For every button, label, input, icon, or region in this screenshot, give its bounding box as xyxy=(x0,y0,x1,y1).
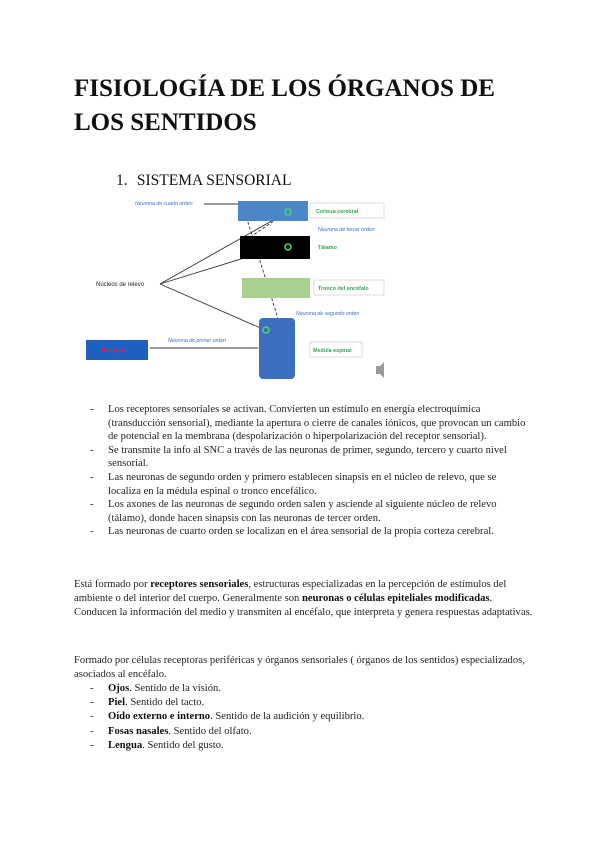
list-item: - Las neuronas de cuarto orden se localizan en el área sensorial de la propia corteza cerebral. xyxy=(90,526,494,538)
label-brainstem: Tronco del encéfalo xyxy=(318,286,369,292)
label-third-neuron: Neurona de tercer orden xyxy=(318,227,375,233)
list-item: - Las neuronas de segundo orden y primero establecen sinapsis en el núcleo de relevo, que se localiza en la médula espinal o tronco encefálico. xyxy=(90,471,497,497)
section-heading xyxy=(116,172,291,190)
section-number: 1. xyxy=(116,172,128,189)
list-item: - Ojos. Sentido de la visión. xyxy=(90,683,221,694)
page-title: FISIOLOGÍA DE LOS ÓRGANOS DE LOS SENTIDOS xyxy=(74,75,495,136)
label-cortex: Corteza cerebral xyxy=(316,209,359,215)
dashed-line-low xyxy=(246,216,280,325)
label-relay: Núcleos de relevo xyxy=(96,282,145,288)
list-item: - Los axones de las neuronas de segundo orden salen y asciende al siguiente núcleo de relevo (tálamo), donde hacen sinapsis con las neuronas de tercer orden. xyxy=(90,499,497,524)
list-item: - Piel. Sentido del tacto. xyxy=(90,697,205,709)
list-item: - Oído externo e interno. Sentido de la audición y equilibrio. xyxy=(90,711,365,723)
label-thalamus: Tálamo xyxy=(318,245,337,251)
paragraph-receptors: Está formado por receptores sensoriales, estructuras especializadas en la percepción de estímulos del ambiente o del interior del cuerpo. Generalmente son neuronas o células epiteliales modificadas. Conducen la información del medio y transmiten al encéfalo, que interpreta y genera respuestas adaptativas. xyxy=(74,579,533,618)
speaker-icon[interactable] xyxy=(376,362,384,378)
paragraph-organs: Formado por células receptoras periféricas y órganos sensoriales ( órganos de los sentidos) especializados, asociados al encéfalo. xyxy=(74,655,525,680)
cortex-block xyxy=(238,201,308,221)
brainstem-block xyxy=(242,278,310,298)
label-second-neuron: Neurona de segundo orden xyxy=(296,311,360,317)
section-label: SISTEMA SENSORIAL xyxy=(136,172,292,189)
thalamus-block xyxy=(240,236,310,259)
label-fourth-neuron: Neurona de cuarto orden xyxy=(135,201,193,207)
list-item: - Lengua. Sentido del gusto. xyxy=(90,739,224,751)
list-item: - Fosas nasales. Sentido del olfato. xyxy=(90,725,252,737)
label-spinal-cord: Medula espinal xyxy=(313,348,352,354)
process-bullet-list xyxy=(90,403,530,539)
sensory-pathway-diagram xyxy=(0,190,600,390)
list-item: - Los receptores sensoriales se activan. Convierten un estímulo en energía electroquímica (transducción sensorial), mediante la apertura o cierre de canales iónicos, que provocan un cambio de potencial en la membrana (despolarización o hiperpolarización del receptor sensorial). xyxy=(90,404,526,443)
list-item: - Se transmite la info al SNC a través de las neuronas de primer, segundo, tercero y cuarto nivel sensorial. xyxy=(90,444,507,470)
label-first-neuron: Neurona de primer orden xyxy=(168,338,226,344)
senses-list xyxy=(90,682,364,753)
label-receptor: Receptor xyxy=(102,348,127,354)
